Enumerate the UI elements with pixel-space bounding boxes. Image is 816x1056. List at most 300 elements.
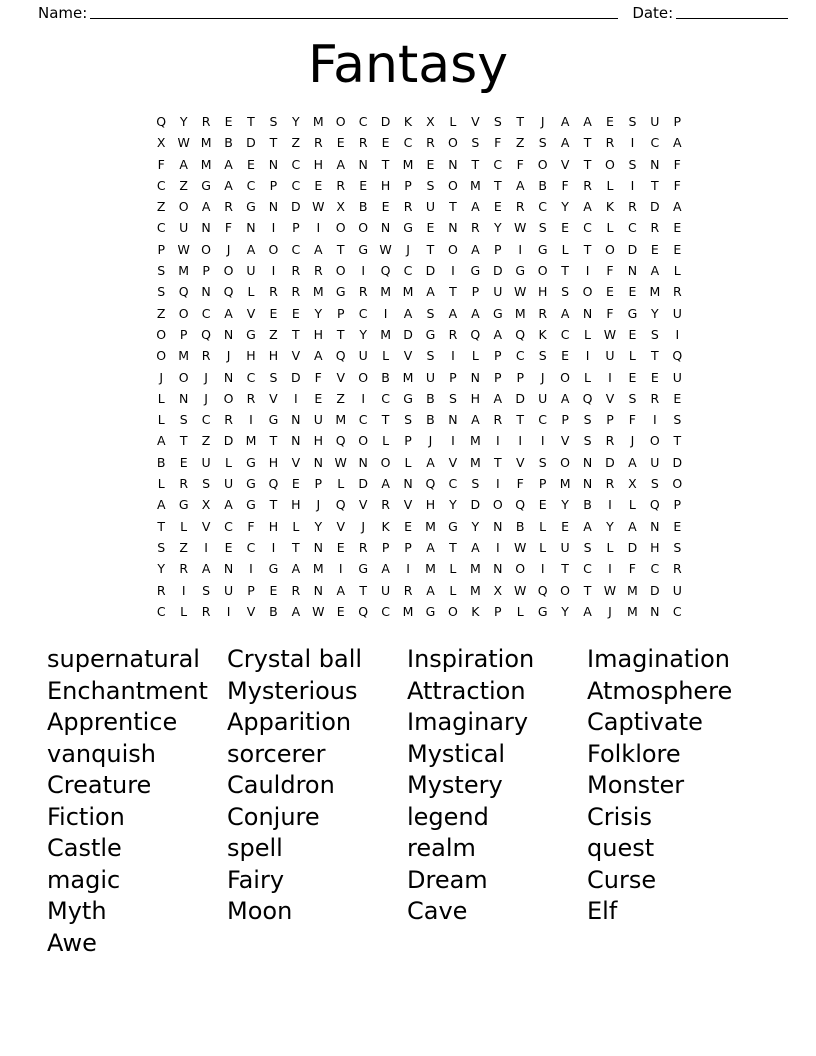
grid-cell[interactable]: H — [380, 177, 391, 193]
grid-cell[interactable]: K — [538, 326, 547, 342]
grid-cell[interactable]: L — [382, 433, 390, 449]
grid-cell[interactable]: M — [425, 518, 436, 534]
word-list-item[interactable]: Inspiration — [407, 645, 535, 673]
grid-cell[interactable]: G — [268, 561, 279, 577]
grid-cell[interactable]: H — [268, 348, 279, 364]
grid-cell[interactable]: A — [448, 305, 458, 321]
grid-cell[interactable]: X — [426, 114, 435, 129]
grid-cell[interactable]: B — [426, 390, 435, 406]
grid-cell[interactable]: C — [201, 305, 211, 321]
grid-cell[interactable]: H — [425, 497, 436, 513]
grid-cell[interactable]: G — [246, 326, 256, 342]
grid-cell[interactable]: T — [381, 412, 390, 428]
grid-cell[interactable]: D — [223, 433, 234, 449]
grid-cell[interactable]: R — [471, 220, 480, 236]
grid-cell[interactable]: A — [650, 263, 660, 279]
grid-cell[interactable]: Y — [493, 220, 502, 236]
grid-cell[interactable]: Y — [179, 114, 188, 129]
grid-cell[interactable]: M — [178, 348, 190, 364]
grid-cell[interactable]: M — [312, 114, 324, 129]
grid-cell[interactable]: L — [606, 177, 614, 193]
grid-cell[interactable]: Q — [515, 497, 526, 513]
grid-cell[interactable]: G — [425, 603, 436, 619]
grid-cell[interactable]: E — [628, 369, 637, 385]
grid-cell[interactable]: L — [157, 476, 165, 492]
grid-cell[interactable]: D — [650, 199, 660, 215]
grid-cell[interactable]: N — [291, 433, 301, 449]
grid-cell[interactable]: F — [314, 369, 322, 385]
grid-cell[interactable]: A — [246, 241, 256, 257]
grid-cell[interactable]: L — [404, 454, 412, 470]
grid-cell[interactable]: X — [336, 199, 345, 215]
grid-cell[interactable]: P — [247, 582, 255, 598]
grid-cell[interactable]: C — [156, 220, 166, 236]
grid-cell[interactable]: O — [380, 454, 391, 470]
grid-cell[interactable]: M — [245, 433, 257, 449]
grid-cell[interactable]: A — [471, 412, 480, 428]
grid-cell[interactable]: G — [448, 518, 458, 534]
grid-cell[interactable]: T — [179, 433, 188, 449]
grid-cell[interactable]: E — [606, 114, 614, 129]
grid-cell[interactable]: F — [673, 156, 681, 172]
grid-cell[interactable]: E — [628, 326, 637, 342]
grid-cell[interactable]: N — [582, 305, 593, 321]
grid-cell[interactable]: F — [516, 476, 524, 492]
grid-cell[interactable]: U — [672, 369, 682, 385]
grid-cell[interactable]: S — [650, 476, 659, 492]
grid-cell[interactable]: Q — [358, 603, 369, 619]
grid-cell[interactable]: O — [358, 369, 369, 385]
grid-cell[interactable]: D — [470, 497, 481, 513]
grid-cell[interactable]: S — [202, 476, 211, 492]
word-list-item[interactable]: Folklore — [587, 739, 681, 768]
grid-cell[interactable]: F — [157, 156, 165, 172]
word-list-item[interactable]: supernatural — [47, 645, 200, 673]
grid-cell[interactable]: N — [313, 539, 323, 555]
grid-cell[interactable]: I — [495, 539, 500, 555]
grid-cell[interactable]: R — [313, 135, 323, 151]
grid-cell[interactable]: L — [247, 284, 255, 300]
grid-cell[interactable]: E — [561, 220, 570, 236]
grid-cell[interactable]: L — [180, 603, 188, 619]
grid-cell[interactable]: S — [673, 412, 682, 428]
grid-cell[interactable]: N — [650, 156, 660, 172]
grid-cell[interactable]: T — [157, 518, 166, 534]
grid-cell[interactable]: P — [404, 177, 412, 193]
grid-cell[interactable]: O — [335, 114, 346, 129]
grid-cell[interactable]: R — [403, 582, 413, 598]
grid-cell[interactable]: S — [157, 539, 166, 555]
grid-cell[interactable]: W — [312, 199, 325, 215]
grid-cell[interactable]: D — [605, 454, 615, 470]
grid-cell[interactable]: T — [583, 156, 592, 172]
grid-cell[interactable]: A — [560, 390, 570, 406]
grid-cell[interactable]: M — [649, 284, 661, 300]
grid-cell[interactable]: Z — [269, 326, 278, 342]
grid-cell[interactable]: Q — [425, 476, 436, 492]
grid-cell[interactable]: C — [403, 263, 413, 279]
grid-cell[interactable]: T — [336, 326, 345, 342]
grid-cell[interactable]: X — [493, 582, 503, 598]
grid-cell[interactable]: Z — [201, 433, 211, 449]
grid-cell[interactable]: Z — [156, 305, 166, 321]
grid-cell[interactable]: C — [628, 220, 637, 236]
grid-cell[interactable]: R — [448, 326, 458, 342]
grid-cell[interactable]: C — [538, 199, 548, 215]
grid-cell[interactable]: E — [336, 135, 345, 151]
grid-cell[interactable]: V — [403, 497, 413, 513]
grid-cell[interactable]: O — [156, 348, 167, 364]
grid-cell[interactable]: Q — [335, 348, 346, 364]
name-input-line[interactable] — [90, 4, 618, 19]
grid-cell[interactable]: R — [358, 539, 368, 555]
grid-cell[interactable]: A — [628, 454, 637, 470]
grid-cell[interactable]: T — [651, 177, 659, 193]
grid-cell[interactable]: T — [449, 199, 457, 215]
grid-cell[interactable]: J — [226, 348, 231, 364]
grid-cell[interactable]: R — [291, 263, 301, 279]
word-list-item[interactable]: quest — [587, 834, 655, 862]
grid-cell[interactable]: F — [606, 305, 614, 321]
grid-cell[interactable]: I — [383, 305, 388, 321]
grid-cell[interactable]: U — [246, 263, 256, 279]
grid-cell[interactable]: A — [381, 476, 390, 492]
grid-cell[interactable]: P — [606, 412, 614, 428]
grid-cell[interactable]: O — [358, 433, 369, 449]
grid-cell[interactable]: L — [584, 369, 592, 385]
grid-cell[interactable]: U — [560, 539, 570, 555]
grid-cell[interactable]: E — [673, 220, 682, 236]
grid-cell[interactable]: R — [628, 199, 637, 215]
grid-cell[interactable]: F — [224, 220, 233, 236]
grid-cell[interactable]: U — [672, 582, 682, 598]
grid-cell[interactable]: A — [471, 305, 480, 321]
grid-cell[interactable]: G — [537, 241, 548, 257]
grid-cell[interactable]: G — [425, 326, 436, 342]
grid-cell[interactable]: I — [451, 263, 455, 279]
grid-cell[interactable]: G — [515, 263, 526, 279]
grid-cell[interactable]: N — [268, 199, 279, 215]
grid-cell[interactable]: T — [583, 135, 592, 151]
word-list-item[interactable]: realm — [407, 834, 476, 862]
grid-cell[interactable]: C — [381, 390, 390, 406]
grid-cell[interactable]: N — [470, 369, 481, 385]
grid-cell[interactable]: A — [583, 603, 592, 619]
grid-cell[interactable]: A — [673, 199, 682, 215]
grid-cell[interactable]: R — [672, 284, 682, 300]
grid-cell[interactable]: G — [246, 454, 256, 470]
grid-cell[interactable]: Z — [179, 177, 188, 193]
grid-cell[interactable]: S — [269, 114, 278, 129]
grid-cell[interactable]: I — [361, 263, 365, 279]
word-list-item[interactable]: Moon — [227, 897, 293, 925]
grid-cell[interactable]: N — [358, 454, 368, 470]
grid-cell[interactable]: R — [605, 135, 615, 151]
grid-cell[interactable]: Q — [537, 582, 548, 598]
grid-cell[interactable]: N — [448, 412, 458, 428]
grid-cell[interactable]: M — [559, 476, 571, 492]
grid-cell[interactable]: A — [201, 199, 211, 215]
grid-cell[interactable]: U — [313, 412, 323, 428]
grid-cell[interactable]: R — [605, 476, 615, 492]
grid-cell[interactable]: C — [246, 177, 256, 193]
grid-cell[interactable]: R — [426, 135, 435, 151]
grid-cell[interactable]: K — [605, 199, 615, 215]
grid-cell[interactable]: A — [493, 390, 503, 406]
grid-cell[interactable]: R — [538, 305, 547, 321]
grid-cell[interactable]: O — [560, 582, 571, 598]
grid-cell[interactable]: U — [650, 114, 660, 129]
grid-cell[interactable]: T — [247, 114, 255, 129]
grid-cell[interactable]: W — [177, 241, 190, 257]
grid-cell[interactable]: U — [223, 582, 234, 598]
grid-cell[interactable]: L — [539, 518, 547, 534]
grid-cell[interactable]: V — [358, 497, 368, 513]
grid-cell[interactable]: A — [471, 539, 480, 555]
grid-cell[interactable]: O — [605, 156, 615, 172]
grid-cell[interactable]: Y — [449, 497, 457, 513]
grid-cell[interactable]: E — [538, 497, 547, 513]
grid-cell[interactable]: I — [630, 135, 635, 151]
grid-cell[interactable]: Y — [314, 518, 323, 534]
grid-cell[interactable]: G — [178, 497, 189, 513]
grid-cell[interactable]: S — [538, 348, 547, 364]
grid-cell[interactable]: S — [650, 326, 659, 342]
grid-cell[interactable]: U — [179, 220, 189, 236]
grid-cell[interactable]: T — [449, 539, 457, 555]
grid-cell[interactable]: E — [561, 348, 570, 364]
grid-cell[interactable]: I — [540, 561, 545, 577]
grid-cell[interactable]: I — [495, 433, 500, 449]
grid-cell[interactable]: F — [561, 177, 569, 193]
grid-cell[interactable]: M — [627, 582, 638, 598]
grid-cell[interactable]: D — [650, 582, 660, 598]
grid-cell[interactable]: L — [225, 454, 233, 470]
grid-cell[interactable]: S — [628, 156, 637, 172]
grid-cell[interactable]: U — [538, 390, 548, 406]
grid-cell[interactable]: D — [403, 326, 413, 342]
grid-cell[interactable]: I — [608, 561, 612, 577]
grid-cell[interactable]: W — [514, 582, 527, 598]
word-list-item[interactable]: Mysterious — [227, 676, 358, 705]
word-list-item[interactable]: Cave — [407, 897, 468, 925]
grid-cell[interactable]: R — [605, 433, 615, 449]
grid-cell[interactable]: M — [200, 135, 212, 151]
grid-cell[interactable]: R — [313, 263, 323, 279]
grid-cell[interactable]: L — [157, 390, 165, 406]
grid-cell[interactable]: S — [448, 390, 457, 406]
word-list-item[interactable]: Curse — [587, 865, 657, 894]
grid-cell[interactable]: A — [156, 433, 166, 449]
grid-cell[interactable]: Q — [582, 390, 593, 406]
grid-cell[interactable]: R — [650, 220, 660, 236]
grid-cell[interactable]: P — [494, 369, 502, 385]
grid-cell[interactable]: P — [673, 497, 682, 513]
grid-cell[interactable]: J — [630, 433, 635, 449]
grid-cell[interactable]: R — [336, 177, 346, 193]
grid-cell[interactable]: B — [538, 177, 547, 193]
grid-cell[interactable]: T — [269, 135, 278, 151]
grid-cell[interactable]: W — [334, 454, 347, 470]
grid-cell[interactable]: A — [471, 241, 480, 257]
grid-cell[interactable]: Z — [515, 135, 525, 151]
word-list-item[interactable]: Crystal ball — [227, 645, 363, 673]
grid-cell[interactable]: B — [156, 454, 166, 470]
word-list-item[interactable]: Imaginary — [407, 708, 529, 736]
grid-cell[interactable]: Q — [335, 433, 346, 449]
grid-cell[interactable]: R — [246, 390, 256, 406]
grid-cell[interactable]: Z — [156, 199, 166, 215]
grid-cell[interactable]: I — [338, 561, 343, 577]
grid-cell[interactable]: Z — [336, 390, 345, 406]
word-list-item[interactable]: Imagination — [587, 645, 730, 673]
grid-cell[interactable]: E — [673, 390, 682, 406]
grid-cell[interactable]: I — [204, 539, 208, 555]
grid-cell[interactable]: Q — [470, 326, 481, 342]
grid-cell[interactable]: P — [561, 412, 569, 428]
grid-cell[interactable]: Q — [223, 284, 234, 300]
grid-cell[interactable]: M — [627, 603, 638, 619]
grid-cell[interactable]: E — [269, 305, 278, 321]
grid-cell[interactable]: R — [583, 177, 592, 193]
grid-cell[interactable]: E — [269, 582, 278, 598]
grid-cell[interactable]: Y — [292, 114, 300, 129]
word-list-item[interactable]: Creature — [47, 771, 152, 799]
grid-cell[interactable]: T — [516, 412, 525, 428]
grid-cell[interactable]: O — [672, 476, 683, 492]
grid-cell[interactable]: S — [561, 284, 570, 300]
grid-cell[interactable]: L — [157, 412, 165, 428]
grid-cell[interactable]: N — [268, 156, 279, 172]
grid-cell[interactable]: X — [628, 476, 637, 492]
grid-cell[interactable]: U — [425, 199, 436, 215]
grid-cell[interactable]: R — [515, 199, 525, 215]
grid-cell[interactable]: C — [201, 412, 211, 428]
grid-cell[interactable]: C — [291, 156, 301, 172]
grid-cell[interactable]: O — [605, 241, 615, 257]
grid-cell[interactable]: R — [358, 284, 368, 300]
grid-cell[interactable]: B — [224, 135, 233, 151]
grid-cell[interactable]: V — [605, 390, 615, 406]
grid-cell[interactable]: T — [673, 433, 682, 449]
grid-cell[interactable]: P — [336, 305, 345, 321]
grid-cell[interactable]: N — [650, 603, 660, 619]
grid-cell[interactable]: T — [471, 156, 480, 172]
grid-cell[interactable]: H — [313, 156, 323, 172]
date-input-line[interactable] — [676, 4, 788, 19]
grid-cell[interactable]: N — [448, 156, 458, 172]
word-list-item[interactable]: Monster — [587, 771, 685, 799]
grid-cell[interactable]: F — [628, 561, 636, 577]
grid-cell[interactable]: X — [201, 497, 211, 513]
grid-cell[interactable]: C — [650, 561, 660, 577]
grid-cell[interactable]: D — [246, 135, 256, 151]
grid-cell[interactable]: P — [494, 348, 502, 364]
word-list-item[interactable]: Apprentice — [47, 708, 178, 736]
grid-cell[interactable]: L — [606, 539, 614, 555]
grid-cell[interactable]: J — [204, 369, 208, 385]
grid-cell[interactable]: Y — [157, 561, 166, 577]
grid-cell[interactable]: S — [157, 263, 166, 279]
grid-cell[interactable]: V — [291, 348, 301, 364]
grid-cell[interactable]: M — [402, 156, 414, 172]
word-search-grid[interactable] — [150, 111, 689, 622]
grid-cell[interactable]: A — [583, 518, 592, 534]
grid-cell[interactable]: M — [514, 305, 526, 321]
grid-cell[interactable]: E — [493, 199, 502, 215]
grid-cell[interactable]: E — [404, 518, 412, 534]
grid-cell[interactable]: P — [157, 241, 165, 257]
grid-cell[interactable]: N — [582, 454, 593, 470]
grid-cell[interactable]: Q — [178, 284, 189, 300]
grid-cell[interactable]: T — [583, 582, 592, 598]
grid-cell[interactable]: O — [649, 433, 660, 449]
grid-cell[interactable]: W — [603, 582, 617, 598]
grid-cell[interactable]: O — [537, 263, 548, 279]
grid-cell[interactable]: I — [249, 561, 253, 577]
grid-cell[interactable]: N — [178, 390, 189, 406]
grid-cell[interactable]: E — [224, 114, 233, 129]
grid-cell[interactable]: H — [313, 326, 323, 342]
grid-cell[interactable]: E — [247, 156, 255, 172]
grid-cell[interactable]: L — [292, 518, 300, 534]
grid-cell[interactable]: V — [246, 603, 256, 619]
grid-cell[interactable]: N — [201, 284, 211, 300]
grid-cell[interactable]: S — [471, 476, 480, 492]
grid-cell[interactable]: T — [292, 326, 300, 342]
grid-cell[interactable]: E — [314, 390, 323, 406]
grid-cell[interactable]: E — [650, 369, 659, 385]
grid-cell[interactable]: D — [291, 369, 301, 385]
grid-cell[interactable]: N — [493, 561, 503, 577]
grid-cell[interactable]: A — [426, 454, 435, 470]
grid-cell[interactable]: L — [539, 539, 547, 555]
grid-cell[interactable]: Z — [291, 135, 301, 151]
grid-cell[interactable]: S — [404, 412, 412, 428]
grid-cell[interactable]: B — [269, 603, 278, 619]
grid-cell[interactable]: N — [582, 476, 593, 492]
word-list-item[interactable]: vanquish — [47, 739, 156, 768]
grid-cell[interactable]: S — [583, 412, 592, 428]
grid-cell[interactable]: O — [515, 561, 526, 577]
grid-cell[interactable]: E — [561, 518, 570, 534]
grid-cell[interactable]: T — [269, 433, 278, 449]
grid-cell[interactable]: I — [451, 433, 455, 449]
word-list-item[interactable]: Elf — [587, 897, 618, 925]
grid-cell[interactable]: H — [470, 390, 481, 406]
grid-cell[interactable]: I — [518, 433, 523, 449]
grid-cell[interactable]: A — [673, 135, 682, 151]
grid-cell[interactable]: T — [381, 156, 390, 172]
grid-cell[interactable]: G — [335, 284, 346, 300]
grid-cell[interactable]: N — [246, 220, 256, 236]
grid-cell[interactable]: T — [561, 561, 569, 577]
grid-cell[interactable]: R — [493, 412, 503, 428]
grid-cell[interactable]: T — [583, 241, 592, 257]
grid-cell[interactable]: T — [426, 241, 435, 257]
grid-cell[interactable]: A — [471, 199, 480, 215]
grid-cell[interactable]: B — [515, 518, 525, 534]
grid-cell[interactable]: A — [201, 561, 211, 577]
grid-cell[interactable]: A — [336, 156, 345, 172]
grid-cell[interactable]: S — [179, 412, 188, 428]
grid-cell[interactable]: L — [449, 582, 457, 598]
grid-cell[interactable]: M — [312, 284, 324, 300]
grid-cell[interactable]: I — [585, 263, 590, 279]
grid-cell[interactable]: F — [494, 135, 502, 151]
grid-cell[interactable]: L — [516, 603, 524, 619]
grid-cell[interactable]: I — [226, 603, 231, 619]
